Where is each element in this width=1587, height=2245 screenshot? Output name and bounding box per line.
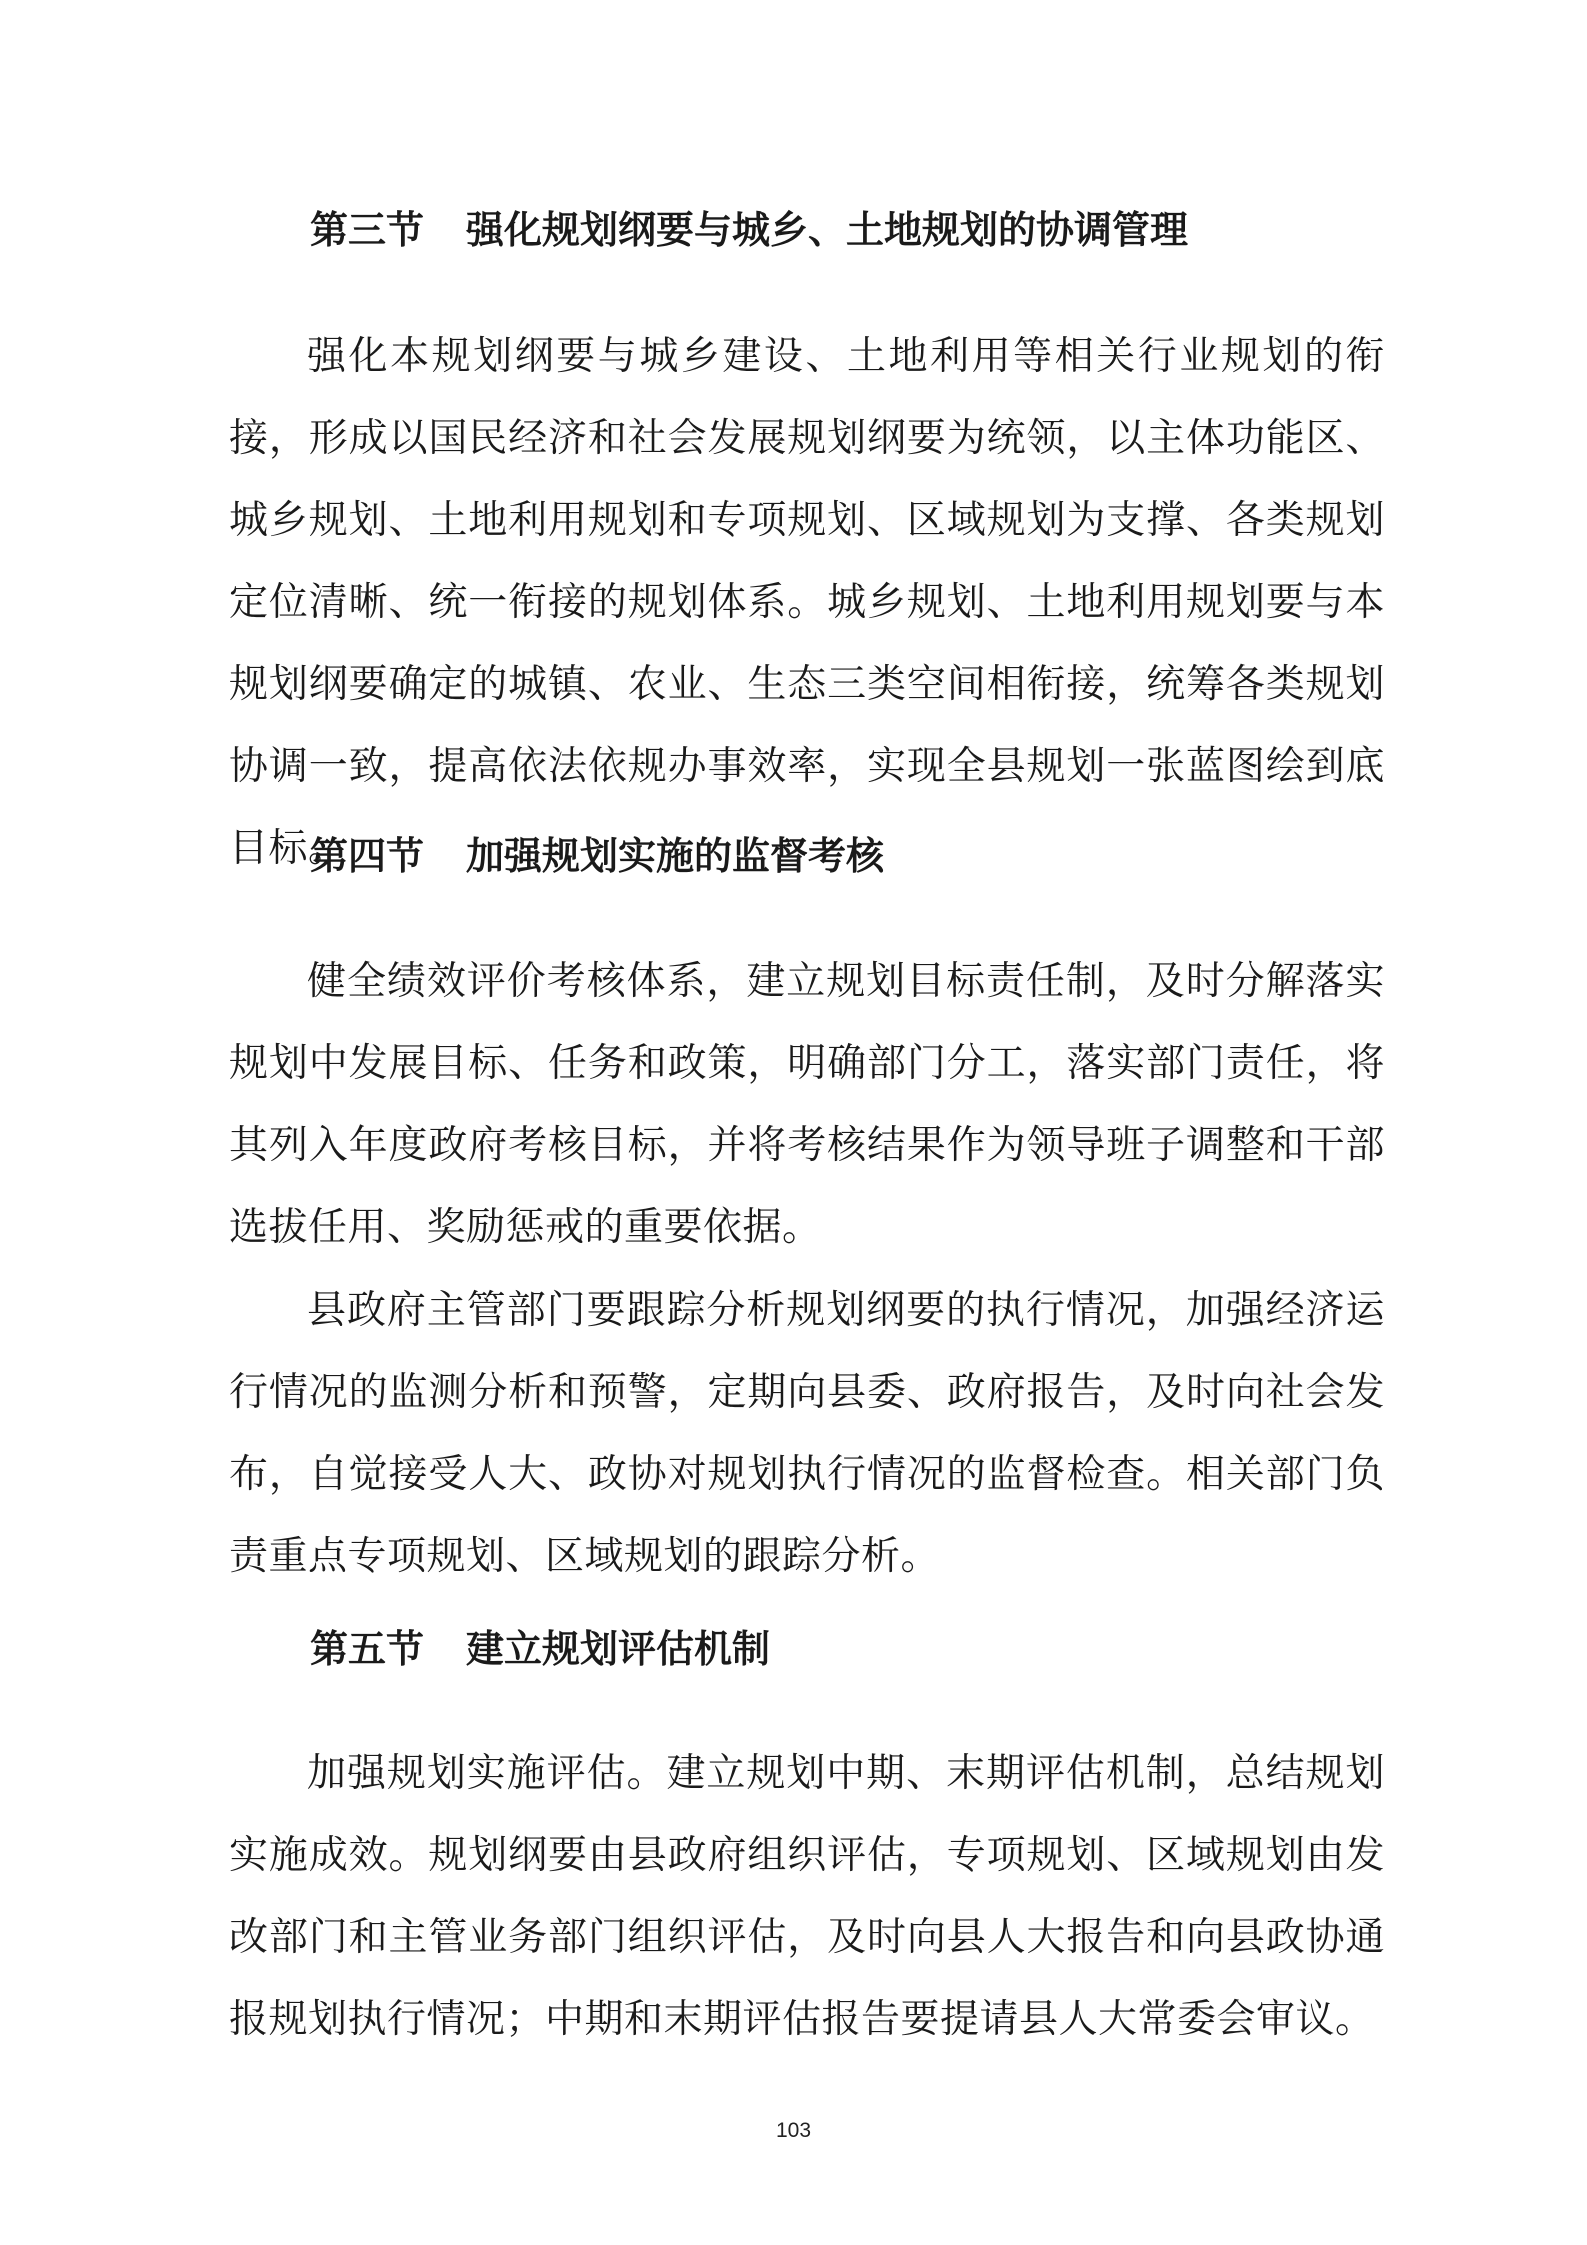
body-paragraph: 县政府主管部门要跟踪分析规划纲要的执行情况，加强经济运行情况的监测分析和预警，定期向县委、政府报告，及时向社会发布，自觉接受人大、政协对规划执行情况的监督检查。相关部门负责重点专项规划、区域规划的跟踪分析。: [229, 1288, 1385, 1579]
section-number: 第三节: [310, 207, 425, 252]
body-paragraph: 加强规划实施评估。建立规划中期、末期评估机制，总结规划实施成效。规划纲要由县政府组织评估，专项规划、区域规划由发改部门和主管业务部门组织评估，及时向县人大报告和向县政协通报规划执行情况；中期和末期评估报告要提请县人大常委会审议。: [229, 1751, 1385, 2042]
section-title: 加强规划实施的监督考核: [466, 833, 885, 878]
body-paragraph: 强化本规划纲要与城乡建设、土地利用等相关行业规划的衔接，形成以国民经济和社会发展规划纲要为统领，以主体功能区、城乡规划、土地利用规划和专项规划、区域规划为支撑、各类规划定位清晰、统一衔接的规划体系。城乡规划、土地利用规划要与本规划纲要确定的城镇、农业、生态三类空间相衔接，统筹各类规划协调一致，提高依法依规办事效率，实现全县规划一张蓝图绘到底目标。: [229, 334, 1385, 871]
section-heading-5: [310, 1625, 1410, 1673]
section-title: 建立规划评估机制: [466, 1626, 771, 1671]
section-heading-3: [310, 206, 1410, 254]
section-number: 第五节: [310, 1626, 425, 1671]
section-number: 第四节: [310, 833, 425, 878]
body-paragraph: 健全绩效评价考核体系，建立规划目标责任制，及时分解落实规划中发展目标、任务和政策，明确部门分工，落实部门责任，将其列入年度政府考核目标，并将考核结果作为领导班子调整和干部选拔任用、奖励惩戒的重要依据。: [229, 959, 1385, 1250]
section-title: 强化规划纲要与城乡、土地规划的协调管理: [466, 207, 1189, 252]
page-number: 103: [775, 2119, 812, 2142]
section-heading-4: [310, 832, 1410, 880]
